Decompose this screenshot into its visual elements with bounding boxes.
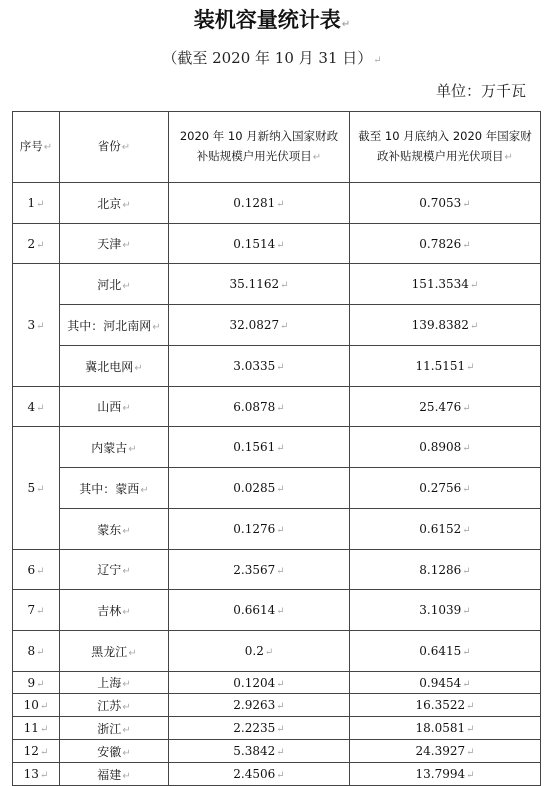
row-seq: 3↵	[13, 264, 60, 387]
table-row	[13, 183, 541, 224]
page-title: 装机容量统计表↵	[193, 8, 351, 32]
row-value-new: 5.3842↵	[169, 740, 350, 763]
row-value-new: 35.1162↵	[169, 264, 350, 305]
row-province: 内蒙古↵	[60, 427, 169, 468]
row-value-total: 13.7994↵	[350, 763, 541, 786]
row-value-new: 2.3567↵	[169, 550, 350, 590]
row-value-new: 0.1276↵	[169, 509, 350, 550]
header-province: 省份↵	[60, 112, 169, 183]
row-value-total: 0.7826↵	[350, 224, 541, 264]
row-seq: 6↵	[13, 550, 60, 590]
table-row	[13, 631, 541, 672]
table-row	[13, 427, 541, 468]
row-seq: 7↵	[13, 590, 60, 631]
row-value-total: 24.3927↵	[350, 740, 541, 763]
row-value-new: 32.0827↵	[169, 305, 350, 346]
row-seq: 13↵	[13, 763, 60, 786]
row-value-new: 0.1281↵	[169, 183, 350, 224]
row-seq: 2↵	[13, 224, 60, 264]
page-subtitle: （截至 2020 年 10 月 31 日）↵	[162, 49, 382, 67]
row-province: 河北↵	[60, 264, 169, 305]
row-value-new: 6.0878↵	[169, 387, 350, 427]
row-value-total: 0.8908↵	[350, 427, 541, 468]
row-province: 吉林↵	[60, 590, 169, 631]
row-seq: 4↵	[13, 387, 60, 427]
row-province: 江苏↵	[60, 694, 169, 717]
table-row	[13, 224, 541, 264]
row-value-total: 11.5151↵	[350, 346, 541, 387]
row-value-new: 2.9263↵	[169, 694, 350, 717]
row-province: 黑龙江↵	[60, 631, 169, 672]
table-row	[13, 387, 541, 427]
row-value-new: 0.1204↵	[169, 672, 350, 694]
table-row	[13, 264, 541, 305]
table-row	[13, 468, 541, 509]
row-province: 浙江↵	[60, 717, 169, 740]
row-value-total: 0.9454↵	[350, 672, 541, 694]
table-row	[13, 590, 541, 631]
row-value-total: 0.6152↵	[350, 509, 541, 550]
row-value-total: 139.8382↵	[350, 305, 541, 346]
table-row	[13, 717, 541, 740]
row-province: 其中：蒙西↵	[60, 468, 169, 509]
capacity-table	[12, 111, 541, 786]
table-row	[13, 763, 541, 786]
row-seq: 5↵	[13, 427, 60, 550]
row-seq: 12↵	[13, 740, 60, 763]
row-value-total: 0.6415↵	[350, 631, 541, 672]
row-value-total: 3.1039↵	[350, 590, 541, 631]
row-seq: 11↵	[13, 717, 60, 740]
row-value-new: 0.0285↵	[169, 468, 350, 509]
row-province: 安徽↵	[60, 740, 169, 763]
row-seq: 1↵	[13, 183, 60, 224]
row-value-new: 0.6614↵	[169, 590, 350, 631]
row-value-new: 3.0335↵	[169, 346, 350, 387]
row-province: 其中：河北南网↵	[60, 305, 169, 346]
row-seq: 9↵	[13, 672, 60, 694]
row-value-new: 0.2↵	[169, 631, 350, 672]
row-province: 福建↵	[60, 763, 169, 786]
table-row	[13, 740, 541, 763]
row-value-total: 16.3522↵	[350, 694, 541, 717]
table-row	[13, 550, 541, 590]
row-seq: 8↵	[13, 631, 60, 672]
row-seq: 10↵	[13, 694, 60, 717]
row-province: 上海↵	[60, 672, 169, 694]
table-row	[13, 346, 541, 387]
table-row	[13, 509, 541, 550]
row-value-total: 0.2756↵	[350, 468, 541, 509]
table-row	[13, 672, 541, 694]
row-value-new: 2.2235↵	[169, 717, 350, 740]
row-value-total: 151.3534↵	[350, 264, 541, 305]
row-province: 蒙东↵	[60, 509, 169, 550]
header-cumulative: 截至 10 月底纳入 2020 年国家财政补贴规模户用光伏项目↵	[350, 112, 541, 183]
table-row	[13, 694, 541, 717]
row-value-total: 25.476↵	[350, 387, 541, 427]
table-header-row	[13, 112, 541, 183]
row-province: 山西↵	[60, 387, 169, 427]
row-value-total: 0.7053↵	[350, 183, 541, 224]
row-value-new: 2.4506↵	[169, 763, 350, 786]
row-value-new: 0.1514↵	[169, 224, 350, 264]
row-value-total: 8.1286↵	[350, 550, 541, 590]
row-province: 冀北电网↵	[60, 346, 169, 387]
row-province: 天津↵	[60, 224, 169, 264]
table-row	[13, 305, 541, 346]
row-province: 辽宁↵	[60, 550, 169, 590]
row-value-total: 18.0581↵	[350, 717, 541, 740]
header-new-oct: 2020 年 10 月新纳入国家财政补贴规模户用光伏项目↵	[169, 112, 350, 183]
row-province: 北京↵	[60, 183, 169, 224]
header-seq: 序号↵	[13, 112, 60, 183]
unit-label: 单位：万千瓦	[436, 82, 527, 100]
row-value-new: 0.1561↵	[169, 427, 350, 468]
